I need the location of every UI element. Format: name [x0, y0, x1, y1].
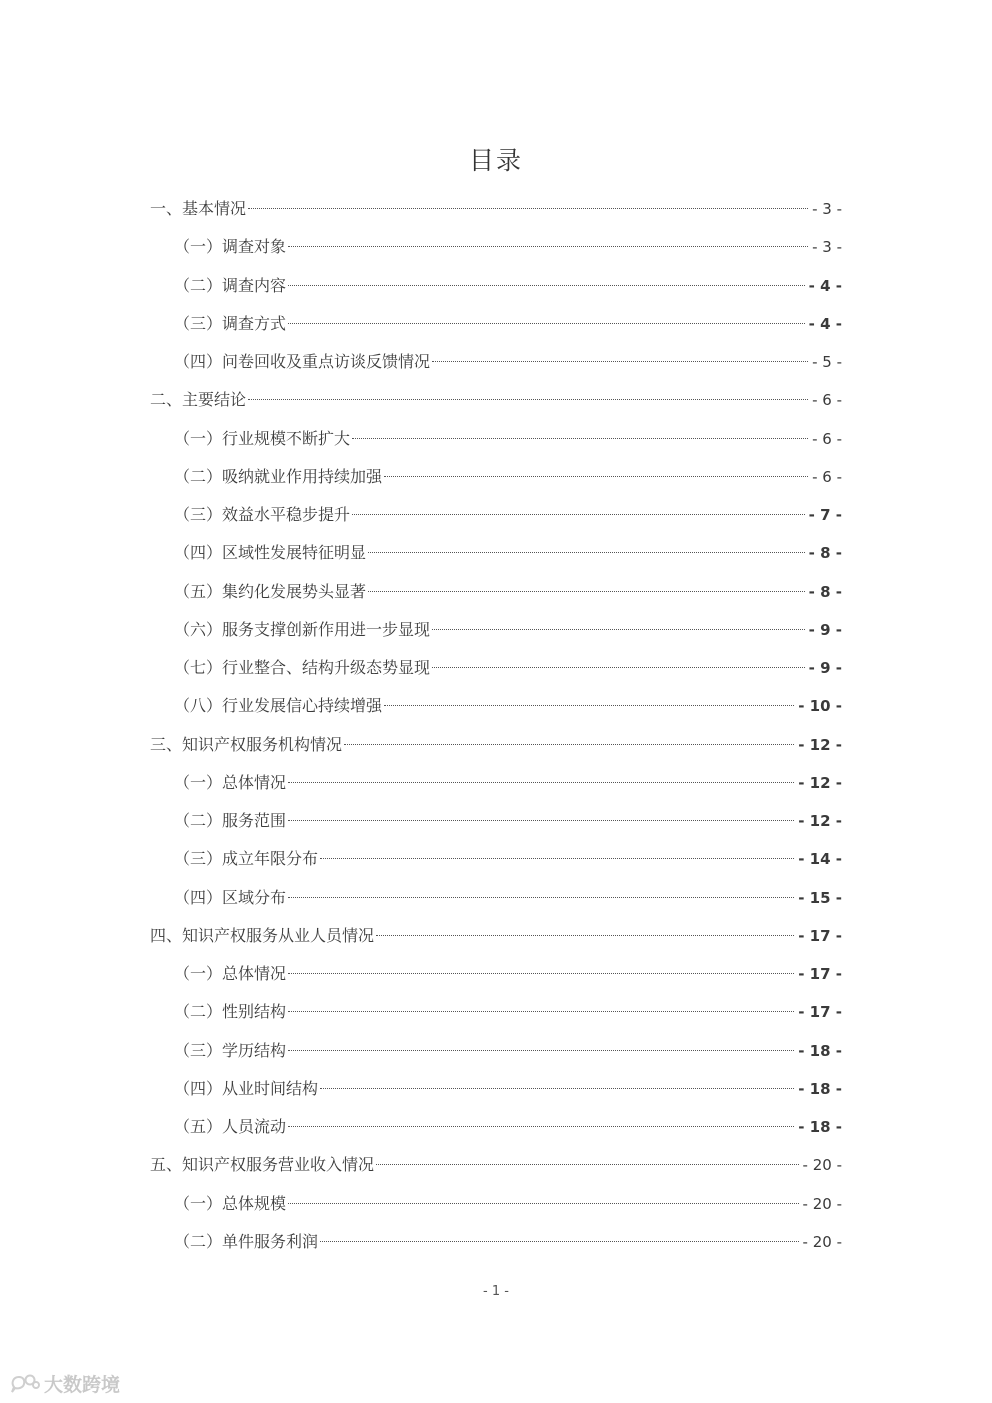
- toc-page-number: - 4 -: [808, 276, 842, 295]
- toc-page-number: - 3 -: [812, 200, 842, 218]
- toc-page-number: - 20 -: [802, 1156, 842, 1175]
- toc-entry[interactable]: [150, 381, 842, 419]
- toc-entry[interactable]: [150, 1223, 842, 1261]
- toc-page-number: - 5 -: [812, 353, 842, 371]
- dot-leader: [432, 667, 805, 668]
- toc-page-number: - 3 -: [812, 238, 842, 257]
- toc-page-number: - 18 -: [798, 1041, 842, 1060]
- toc-entry[interactable]: [150, 305, 842, 343]
- toc-entry[interactable]: [150, 1070, 842, 1108]
- toc-entry-text: （二）性别结构: [174, 1002, 287, 1022]
- toc-page-number: - 7 -: [808, 506, 842, 524]
- dot-leader: [432, 361, 808, 362]
- toc-page-number: - 12 -: [798, 735, 842, 754]
- toc-entry-text: （二）服务范围: [174, 811, 287, 830]
- toc-entry-text: （八）行业发展信心持续增强: [174, 696, 383, 716]
- toc-entry[interactable]: [150, 458, 842, 496]
- toc-page-number: - 20 -: [802, 1232, 842, 1251]
- watermark-text: 大数跨境: [44, 1374, 121, 1396]
- dot-leader: [320, 1088, 794, 1089]
- toc-entry-text: （五）人员流动: [174, 1117, 287, 1136]
- toc-page-number: - 9 -: [808, 659, 842, 677]
- dot-leader: [376, 935, 794, 936]
- toc-entry-text: （一）总体情况: [174, 964, 287, 983]
- toc-entry[interactable]: [150, 879, 842, 917]
- dot-leader: [288, 782, 794, 783]
- dot-leader: [288, 285, 805, 286]
- toc-entry-text: （二）调查内容: [174, 275, 287, 295]
- dot-leader: [352, 438, 808, 439]
- toc-page-number: - 15 -: [798, 888, 842, 907]
- toc-page-number: - 18 -: [798, 1079, 842, 1098]
- toc-entry[interactable]: [150, 1185, 842, 1223]
- toc-entry[interactable]: [150, 802, 842, 840]
- dot-leader: [288, 1203, 799, 1204]
- toc-entry-text: （一）行业规模不断扩大: [174, 428, 351, 448]
- toc-page-number: - 10 -: [798, 697, 842, 716]
- toc-entry[interactable]: [150, 917, 842, 955]
- toc-entry-text: （二）吸纳就业作用持续加强: [174, 466, 383, 486]
- toc-entry[interactable]: [150, 649, 842, 687]
- toc-entry-text: （四）从业时间结构: [174, 1078, 319, 1098]
- toc-entry-text: （一）总体情况: [174, 772, 287, 792]
- dot-leader: [288, 1050, 794, 1051]
- dot-leader: [384, 705, 794, 706]
- dot-leader: [288, 1011, 794, 1012]
- dot-leader: [384, 476, 808, 477]
- toc-entry-text: （三）学历结构: [174, 1040, 287, 1060]
- toc-entry[interactable]: [150, 993, 842, 1031]
- page-title: 目录: [468, 146, 523, 175]
- speech-bubble-logo-icon: [10, 1373, 40, 1395]
- toc-entry[interactable]: [150, 726, 842, 764]
- dot-leader: [368, 552, 805, 553]
- toc-entry[interactable]: [150, 190, 842, 228]
- toc-entry-text: （四）区域分布: [174, 887, 287, 907]
- dot-leader: [288, 323, 805, 324]
- dot-leader: [376, 1164, 799, 1165]
- dot-leader: [288, 1126, 794, 1127]
- toc-entry-text: （三）成立年限分布: [174, 849, 319, 869]
- toc-page-number: - 17 -: [798, 965, 842, 983]
- table-of-contents: [150, 190, 842, 1261]
- toc-entry-text: （六）服务支撑创新作用进一步显现: [174, 619, 431, 639]
- dot-leader: [320, 858, 794, 859]
- dot-leader: [320, 1241, 799, 1242]
- toc-entry[interactable]: [150, 1146, 842, 1184]
- toc-entry-text: （一）总体规模: [174, 1193, 287, 1213]
- dot-leader: [344, 744, 794, 745]
- toc-entry[interactable]: [150, 573, 842, 611]
- toc-page-number: - 6 -: [812, 391, 842, 410]
- toc-entry[interactable]: [150, 611, 842, 649]
- toc-page-number: - 9 -: [808, 620, 842, 639]
- toc-entry[interactable]: [150, 228, 842, 266]
- dot-leader: [288, 897, 794, 898]
- toc-page-number: - 8 -: [808, 582, 842, 601]
- toc-entry-text: （一）调查对象: [174, 237, 287, 257]
- toc-page-number: - 4 -: [808, 314, 842, 333]
- toc-entry[interactable]: [150, 534, 842, 572]
- dot-leader: [248, 208, 808, 209]
- toc-entry[interactable]: [150, 343, 842, 381]
- toc-page-number: - 17 -: [798, 926, 842, 945]
- toc-entry[interactable]: [150, 420, 842, 458]
- toc-page-number: - 8 -: [808, 544, 842, 563]
- dot-leader: [432, 629, 805, 630]
- toc-entry[interactable]: [150, 840, 842, 878]
- toc-entry-text: 三、知识产权服务机构情况: [150, 734, 343, 754]
- toc-entry[interactable]: [150, 1032, 842, 1070]
- toc-page-number: - 12 -: [798, 773, 842, 792]
- toc-page-number: - 14 -: [798, 850, 842, 869]
- toc-entry-text: （四）问卷回收及重点访谈反馈情况: [174, 352, 431, 371]
- toc-entry-text: （七）行业整合、结构升级态势显现: [174, 658, 431, 677]
- dot-leader: [368, 591, 805, 592]
- toc-page-number: - 18 -: [798, 1118, 842, 1136]
- dot-leader: [248, 399, 808, 400]
- dot-leader: [288, 973, 794, 974]
- dot-leader: [352, 514, 805, 515]
- toc-page-number: - 17 -: [798, 1003, 842, 1022]
- toc-entry[interactable]: [150, 496, 842, 534]
- toc-page-number: - 12 -: [798, 812, 842, 830]
- toc-entry-text: 二、主要结论: [150, 390, 247, 410]
- toc-entry-text: 四、知识产权服务从业人员情况: [150, 925, 375, 945]
- toc-entry-text: 五、知识产权服务营业收入情况: [150, 1155, 375, 1175]
- toc-page-number: - 6 -: [812, 429, 842, 448]
- toc-entry-text: 一、基本情况: [150, 199, 247, 218]
- toc-entry-text: （四）区域性发展特征明显: [174, 543, 367, 563]
- toc-entry[interactable]: [150, 764, 842, 802]
- page-number: - 1 -: [483, 1284, 509, 1299]
- toc-entry[interactable]: [150, 267, 842, 305]
- toc-entry[interactable]: [150, 1108, 842, 1146]
- dot-leader: [288, 820, 794, 821]
- toc-page-number: - 6 -: [812, 467, 842, 486]
- watermark: [10, 1370, 120, 1397]
- toc-page-number: - 20 -: [802, 1194, 842, 1213]
- toc-entry-text: （二）单件服务利润: [174, 1231, 319, 1251]
- toc-entry-text: （三）效益水平稳步提升: [174, 505, 351, 524]
- toc-entry[interactable]: [150, 687, 842, 725]
- dot-leader: [288, 246, 808, 247]
- toc-entry-text: （五）集约化发展势头显著: [174, 581, 367, 601]
- toc-entry-text: （三）调查方式: [174, 313, 287, 333]
- toc-entry[interactable]: [150, 955, 842, 993]
